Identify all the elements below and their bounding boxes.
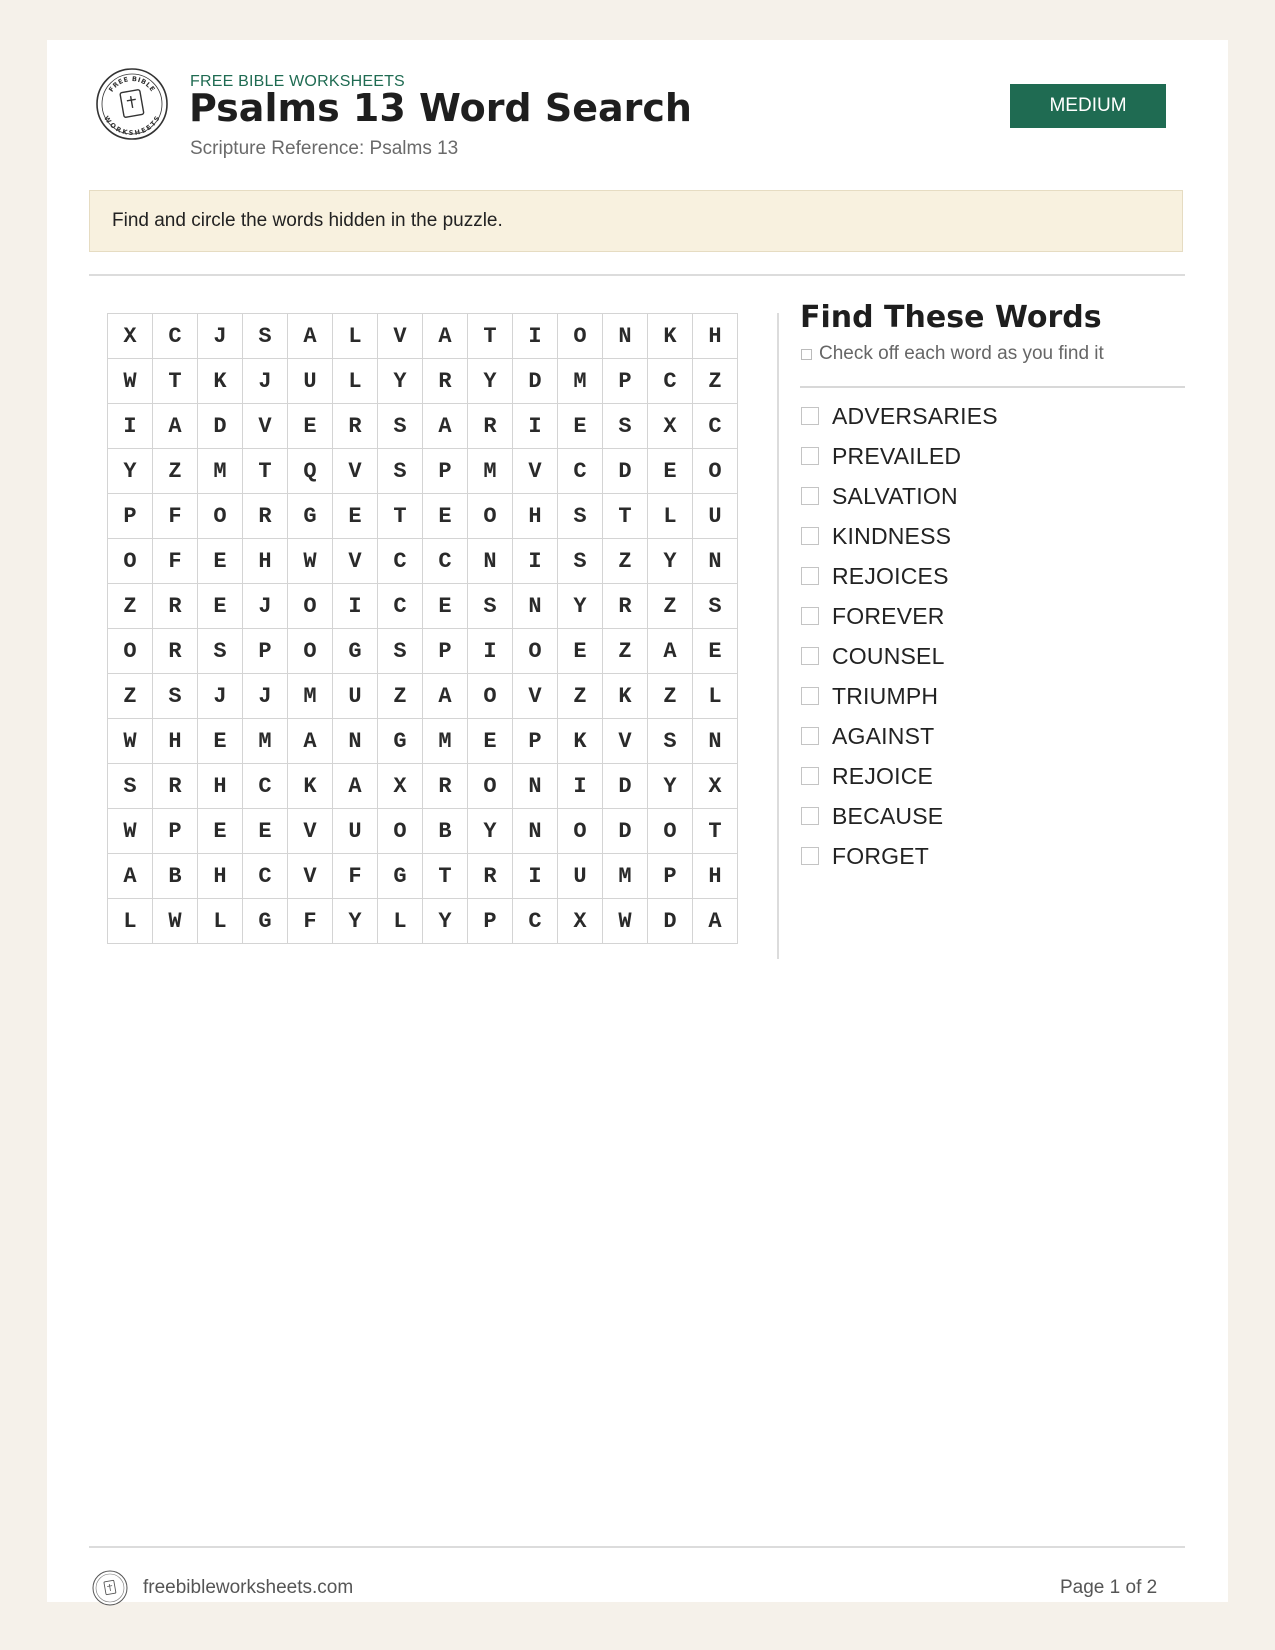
grid-cell[interactable]: F [333, 854, 378, 899]
word-checkbox[interactable] [801, 647, 819, 665]
grid-cell[interactable]: K [288, 764, 333, 809]
grid-cell[interactable]: R [468, 404, 513, 449]
word-item [801, 756, 998, 796]
grid-row [108, 719, 738, 764]
grid-cell[interactable]: X [378, 764, 423, 809]
grid-cell[interactable]: L [693, 674, 738, 719]
footer-divider [89, 1546, 1185, 1548]
grid-cell[interactable]: W [108, 809, 153, 854]
grid-cell[interactable]: S [378, 404, 423, 449]
grid-cell[interactable]: O [288, 584, 333, 629]
divider [89, 274, 1185, 276]
grid-cell[interactable]: Z [378, 674, 423, 719]
word-item [801, 556, 998, 596]
grid-cell[interactable]: C [243, 854, 288, 899]
grid-cell[interactable]: G [333, 629, 378, 674]
grid-cell[interactable]: D [513, 359, 558, 404]
footer-logo-icon [92, 1570, 128, 1606]
grid-cell[interactable]: E [198, 809, 243, 854]
grid-cell[interactable]: I [468, 629, 513, 674]
word-label: AGAINST [832, 722, 935, 749]
grid-cell[interactable]: T [468, 314, 513, 359]
word-label: FORGET [832, 842, 930, 869]
grid-cell[interactable]: H [693, 314, 738, 359]
grid-cell[interactable]: S [603, 404, 648, 449]
grid-cell[interactable]: I [108, 404, 153, 449]
grid-cell[interactable]: T [693, 809, 738, 854]
grid-cell[interactable]: S [468, 584, 513, 629]
grid-cell[interactable]: O [468, 764, 513, 809]
grid-cell[interactable]: M [603, 854, 648, 899]
grid-cell[interactable]: S [693, 584, 738, 629]
grid-cell[interactable]: P [153, 809, 198, 854]
word-label: REJOICE [832, 762, 934, 789]
grid-cell[interactable]: H [243, 539, 288, 584]
grid-cell[interactable]: O [468, 674, 513, 719]
brand-label: FREE BIBLE WORKSHEETS [190, 73, 405, 90]
word-item [801, 676, 998, 716]
grid-cell[interactable]: O [513, 629, 558, 674]
word-checkbox[interactable] [801, 727, 819, 745]
grid-cell[interactable]: W [603, 899, 648, 944]
grid-cell[interactable]: J [243, 674, 288, 719]
grid-cell[interactable]: W [153, 899, 198, 944]
grid-cell[interactable]: W [108, 719, 153, 764]
grid-cell[interactable]: F [153, 539, 198, 584]
grid-row [108, 764, 738, 809]
grid-cell[interactable]: H [693, 854, 738, 899]
grid-cell[interactable]: J [243, 584, 288, 629]
grid-cell[interactable]: U [558, 854, 603, 899]
grid-cell[interactable]: O [108, 629, 153, 674]
grid-cell[interactable]: D [198, 404, 243, 449]
grid-cell[interactable]: C [423, 539, 468, 584]
hint-checkbox-icon [801, 349, 812, 360]
grid-cell[interactable]: S [558, 494, 603, 539]
grid-cell[interactable]: O [468, 494, 513, 539]
grid-cell[interactable]: Z [108, 584, 153, 629]
grid-cell[interactable]: B [423, 809, 468, 854]
grid-cell[interactable]: T [153, 359, 198, 404]
grid-cell[interactable]: B [153, 854, 198, 899]
grid-cell[interactable]: P [423, 449, 468, 494]
word-list-title: Find These Words [800, 300, 1102, 335]
grid-cell[interactable]: D [603, 449, 648, 494]
grid-cell[interactable]: N [468, 539, 513, 584]
grid-cell[interactable]: A [693, 899, 738, 944]
grid-cell[interactable]: S [378, 449, 423, 494]
grid-cell[interactable]: A [333, 764, 378, 809]
grid-cell[interactable]: A [648, 629, 693, 674]
grid-cell[interactable]: N [693, 539, 738, 584]
grid-cell[interactable]: R [153, 629, 198, 674]
word-item [801, 716, 998, 756]
word-label: KINDNESS [832, 522, 952, 549]
grid-cell[interactable]: V [243, 404, 288, 449]
grid-cell[interactable]: G [288, 494, 333, 539]
grid-cell[interactable]: I [558, 764, 603, 809]
word-checkbox[interactable] [801, 447, 819, 465]
scripture-reference: Scripture Reference: Psalms 13 [190, 138, 459, 159]
grid-cell[interactable]: M [423, 719, 468, 764]
word-label: PREVAILED [832, 442, 962, 469]
word-label: FOREVER [832, 602, 945, 629]
word-item [801, 796, 998, 836]
grid-cell[interactable]: E [558, 404, 603, 449]
grid-cell[interactable]: Y [333, 899, 378, 944]
word-label: TRIUMPH [832, 682, 939, 709]
grid-cell[interactable]: E [198, 539, 243, 584]
grid-cell[interactable]: O [378, 809, 423, 854]
word-list-hint-text: Check off each word as you find it [819, 343, 1104, 364]
word-label: COUNSEL [832, 642, 945, 669]
grid-cell[interactable]: W [108, 359, 153, 404]
grid-cell[interactable]: R [333, 404, 378, 449]
grid-cell[interactable]: S [648, 719, 693, 764]
page-number: Page 1 of 2 [1060, 1577, 1158, 1598]
grid-cell[interactable]: Z [153, 449, 198, 494]
grid-cell[interactable]: V [333, 449, 378, 494]
grid-row [108, 314, 738, 359]
grid-cell[interactable]: F [288, 899, 333, 944]
grid-row [108, 629, 738, 674]
grid-cell[interactable]: C [648, 359, 693, 404]
grid-cell[interactable]: N [333, 719, 378, 764]
grid-row [108, 449, 738, 494]
grid-cell[interactable]: A [288, 719, 333, 764]
grid-cell[interactable]: E [648, 449, 693, 494]
grid-cell[interactable]: K [558, 719, 603, 764]
grid-cell[interactable]: A [288, 314, 333, 359]
svg-text:FREE BIBLE: FREE BIBLE [107, 74, 157, 94]
grid-cell[interactable]: L [198, 899, 243, 944]
difficulty-badge: MEDIUM [1010, 84, 1166, 128]
grid-cell[interactable]: T [378, 494, 423, 539]
grid-cell[interactable]: A [108, 854, 153, 899]
grid-row [108, 494, 738, 539]
grid-cell[interactable]: N [513, 584, 558, 629]
grid-cell[interactable]: N [603, 314, 648, 359]
grid-row [108, 584, 738, 629]
grid-cell[interactable]: H [513, 494, 558, 539]
grid-cell[interactable]: W [288, 539, 333, 584]
grid-cell[interactable]: X [108, 314, 153, 359]
word-item [801, 516, 998, 556]
grid-cell[interactable]: M [198, 449, 243, 494]
grid-cell[interactable]: U [333, 809, 378, 854]
word-label: REJOICES [832, 562, 949, 589]
grid-row [108, 899, 738, 944]
grid-row [108, 359, 738, 404]
grid-cell[interactable]: K [603, 674, 648, 719]
grid-cell[interactable]: Y [468, 809, 513, 854]
grid-cell[interactable]: C [693, 404, 738, 449]
grid-cell[interactable]: E [288, 404, 333, 449]
word-checkbox[interactable] [801, 567, 819, 585]
grid-cell[interactable]: C [558, 449, 603, 494]
grid-cell[interactable]: P [603, 359, 648, 404]
word-checkbox[interactable] [801, 487, 819, 505]
grid-cell[interactable]: N [513, 809, 558, 854]
grid-cell[interactable]: S [153, 674, 198, 719]
grid-cell[interactable]: C [513, 899, 558, 944]
grid-cell[interactable]: E [333, 494, 378, 539]
word-checkbox[interactable] [801, 807, 819, 825]
grid-cell[interactable]: V [513, 449, 558, 494]
word-list [801, 396, 998, 876]
grid-cell[interactable]: Z [648, 674, 693, 719]
grid-cell[interactable]: S [243, 314, 288, 359]
grid-cell[interactable]: E [198, 584, 243, 629]
grid-row [108, 404, 738, 449]
word-search-grid [107, 313, 738, 944]
grid-cell[interactable]: R [243, 494, 288, 539]
grid-cell[interactable]: R [423, 764, 468, 809]
grid-cell[interactable]: D [648, 899, 693, 944]
grid-cell[interactable]: I [513, 854, 558, 899]
svg-text:WORKSHEETS: WORKSHEETS [102, 114, 162, 138]
grid-cell[interactable]: O [108, 539, 153, 584]
grid-cell[interactable]: U [333, 674, 378, 719]
grid-cell[interactable]: D [603, 764, 648, 809]
grid-cell[interactable]: J [198, 674, 243, 719]
grid-row [108, 809, 738, 854]
grid-cell[interactable]: F [153, 494, 198, 539]
grid-cell[interactable]: L [648, 494, 693, 539]
grid-cell[interactable]: C [378, 584, 423, 629]
grid-cell[interactable]: O [648, 809, 693, 854]
grid-cell[interactable]: G [243, 899, 288, 944]
column-divider [777, 313, 779, 959]
grid-cell[interactable]: S [108, 764, 153, 809]
grid-cell[interactable]: Q [288, 449, 333, 494]
word-checkbox[interactable] [801, 407, 819, 425]
grid-cell[interactable]: M [468, 449, 513, 494]
word-item [801, 476, 998, 516]
word-item [801, 436, 998, 476]
grid-cell[interactable]: Y [558, 584, 603, 629]
grid-cell[interactable]: R [153, 584, 198, 629]
grid-cell[interactable]: Z [693, 359, 738, 404]
page-title: Psalms 13 Word Search [189, 86, 692, 130]
word-checkbox[interactable] [801, 847, 819, 865]
grid-cell[interactable]: P [468, 899, 513, 944]
grid-cell[interactable]: O [693, 449, 738, 494]
grid-cell[interactable]: V [378, 314, 423, 359]
grid-cell[interactable]: V [603, 719, 648, 764]
grid-cell[interactable]: T [423, 854, 468, 899]
grid-cell[interactable]: Z [603, 629, 648, 674]
grid-cell[interactable]: S [558, 539, 603, 584]
grid-cell[interactable]: H [153, 719, 198, 764]
grid-cell[interactable]: Y [648, 539, 693, 584]
grid-cell[interactable]: K [648, 314, 693, 359]
grid-cell[interactable]: A [153, 404, 198, 449]
grid-cell[interactable]: O [558, 809, 603, 854]
bible-logo-icon [95, 67, 169, 141]
grid-cell[interactable]: M [288, 674, 333, 719]
grid-cell[interactable]: Z [603, 539, 648, 584]
grid-cell[interactable]: K [198, 359, 243, 404]
grid-cell[interactable]: Y [108, 449, 153, 494]
grid-cell[interactable]: L [378, 899, 423, 944]
grid-cell[interactable]: L [333, 314, 378, 359]
grid-cell[interactable]: N [513, 764, 558, 809]
word-label: SALVATION [832, 482, 958, 509]
grid-cell[interactable]: L [108, 899, 153, 944]
grid-cell[interactable]: G [378, 719, 423, 764]
grid-cell[interactable]: O [558, 314, 603, 359]
grid-cell[interactable]: Y [378, 359, 423, 404]
grid-cell[interactable]: U [288, 359, 333, 404]
grid-cell[interactable]: P [648, 854, 693, 899]
grid-cell[interactable]: V [288, 809, 333, 854]
grid-cell[interactable]: Z [648, 584, 693, 629]
grid-cell[interactable]: I [513, 539, 558, 584]
grid-cell[interactable]: E [693, 629, 738, 674]
word-checkbox[interactable] [801, 527, 819, 545]
grid-cell[interactable]: J [198, 314, 243, 359]
grid-cell[interactable]: I [513, 314, 558, 359]
word-checkbox[interactable] [801, 767, 819, 785]
word-label: ADVERSARIES [832, 402, 998, 429]
grid-cell[interactable]: Z [108, 674, 153, 719]
grid-cell[interactable]: C [243, 764, 288, 809]
grid-row [108, 854, 738, 899]
grid-cell[interactable]: I [333, 584, 378, 629]
grid-cell[interactable]: X [648, 404, 693, 449]
grid-cell[interactable]: N [693, 719, 738, 764]
grid-cell[interactable]: E [243, 809, 288, 854]
grid-cell[interactable]: P [513, 719, 558, 764]
grid-cell[interactable]: J [243, 359, 288, 404]
grid-cell[interactable]: Y [423, 899, 468, 944]
grid-cell[interactable]: O [288, 629, 333, 674]
grid-cell[interactable]: Y [648, 764, 693, 809]
word-checkbox[interactable] [801, 607, 819, 625]
instructions-text: Find and circle the words hidden in the puzzle. [112, 210, 503, 231]
grid-cell[interactable]: X [558, 899, 603, 944]
grid-cell[interactable]: U [693, 494, 738, 539]
grid-cell[interactable]: V [333, 539, 378, 584]
grid-cell[interactable]: A [423, 404, 468, 449]
grid-cell[interactable]: Z [558, 674, 603, 719]
grid-cell[interactable]: X [693, 764, 738, 809]
grid-cell[interactable]: H [198, 854, 243, 899]
grid-cell[interactable]: P [423, 629, 468, 674]
grid-cell[interactable]: S [198, 629, 243, 674]
footer-site: freebibleworksheets.com [143, 1577, 354, 1598]
grid-cell[interactable]: A [423, 314, 468, 359]
grid-cell[interactable]: C [378, 539, 423, 584]
grid-cell[interactable]: R [603, 584, 648, 629]
grid-cell[interactable]: S [378, 629, 423, 674]
word-item [801, 396, 998, 436]
divider [800, 386, 1185, 388]
word-item [801, 596, 998, 636]
grid-cell[interactable]: E [198, 719, 243, 764]
grid-cell[interactable]: R [423, 359, 468, 404]
grid-cell[interactable]: M [243, 719, 288, 764]
grid-cell[interactable]: R [468, 854, 513, 899]
worksheet-page [47, 40, 1228, 1602]
grid-cell[interactable]: I [513, 404, 558, 449]
grid-cell[interactable]: C [153, 314, 198, 359]
grid-cell[interactable]: G [378, 854, 423, 899]
grid-cell[interactable]: O [198, 494, 243, 539]
grid-cell[interactable]: L [333, 359, 378, 404]
grid-cell[interactable]: E [423, 494, 468, 539]
word-checkbox[interactable] [801, 687, 819, 705]
grid-cell[interactable]: A [423, 674, 468, 719]
grid-cell[interactable]: Y [468, 359, 513, 404]
grid-cell[interactable]: P [243, 629, 288, 674]
word-item [801, 836, 998, 876]
grid-row [108, 674, 738, 719]
grid-cell[interactable]: V [513, 674, 558, 719]
grid-cell[interactable]: M [558, 359, 603, 404]
word-item [801, 636, 998, 676]
grid-cell[interactable]: D [603, 809, 648, 854]
grid-cell[interactable]: T [243, 449, 288, 494]
grid-cell[interactable]: H [198, 764, 243, 809]
instructions-box [89, 190, 1183, 252]
grid-cell[interactable]: R [153, 764, 198, 809]
word-list-hint [801, 343, 1104, 365]
grid-cell[interactable]: E [423, 584, 468, 629]
word-label: BECAUSE [832, 802, 944, 829]
grid-cell[interactable]: E [468, 719, 513, 764]
grid-cell[interactable]: T [603, 494, 648, 539]
grid-cell[interactable]: V [288, 854, 333, 899]
grid-row [108, 539, 738, 584]
grid-cell[interactable]: P [108, 494, 153, 539]
grid-cell[interactable]: E [558, 629, 603, 674]
